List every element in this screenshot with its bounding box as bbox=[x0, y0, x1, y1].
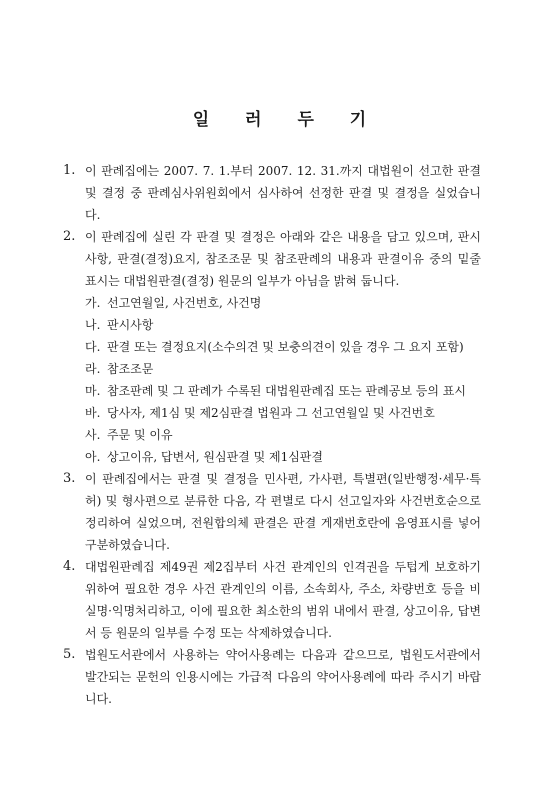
sub-text: 상고이유, 답변서, 원심판결 및 제1심판결 bbox=[107, 450, 323, 464]
sub-mark: 가. bbox=[85, 296, 101, 310]
item-number: 3. bbox=[63, 471, 76, 486]
item-text: 이 판례집에 실린 각 판결 및 결정은 아래와 같은 내용을 담고 있으며, 판시사항, 판결(결정)요지, 참조조문 및 참조판례의 내용과 판결이유 중의 밑줄 표시는 대법원판결(결정) 원문의 일부가 아님을 밝혀 둡니다. bbox=[85, 230, 481, 288]
sub-mark: 바. bbox=[85, 406, 101, 420]
sub-item-a bbox=[85, 446, 481, 468]
sub-mark: 아. bbox=[85, 450, 101, 464]
note-item-1 bbox=[63, 160, 481, 226]
notes-list bbox=[63, 160, 481, 710]
item-text: 이 판례집에는 2007. 7. 1.부터 2007. 12. 31.까지 대법원이 선고한 판결 및 결정 중 판례심사위원회에서 심사하여 선정한 판결 및 결정을 실었습니다. bbox=[85, 164, 481, 222]
item-text: 대법원판례집 제49권 제2집부터 사건 관계인의 인격권을 두텁게 보호하기 위하여 필요한 경우 사건 관계인의 이름, 소속회사, 주소, 차량번호 등을 비실명·익명처리하고, 이에 필요한 최소한의 범위 내에서 판결, 상고이유, 답변서 등 원문의 일부를 수정 또는 삭제하였습니다. bbox=[85, 560, 481, 640]
item-text: 법원도서관에서 사용하는 약어사용례는 다음과 같으므로, 법원도서관에서 발간되는 문헌의 인용시에는 가급적 다음의 약어사용례에 따라 주시기 바랍니다. bbox=[85, 648, 481, 706]
sub-mark: 마. bbox=[85, 384, 101, 398]
sub-text: 판결 또는 결정요지(소수의견 및 보충의견이 있을 경우 그 요지 포함) bbox=[107, 340, 464, 354]
note-item-2 bbox=[63, 226, 481, 468]
page-title: 일 러 두 기 bbox=[192, 110, 382, 130]
sub-item-sa bbox=[85, 424, 481, 446]
note-item-5 bbox=[63, 644, 481, 710]
item-text: 이 판례집에서는 판결 및 결정을 민사편, 가사편, 특별편(일반행정·세무·특허) 및 형사편으로 분류한 다음, 각 편별로 다시 선고일자와 사건번호순으로 정리하여 실었으며, 전원합의체 판결은 판결 게재번호란에 음영표시를 넣어 구분하였습니다. bbox=[85, 472, 481, 552]
sub-mark: 사. bbox=[85, 428, 101, 442]
item-number: 5. bbox=[63, 647, 76, 662]
sub-item-da bbox=[85, 336, 481, 358]
sub-mark: 라. bbox=[85, 362, 101, 376]
item-number: 1. bbox=[63, 163, 76, 178]
sub-item-ma bbox=[85, 380, 481, 402]
sub-text: 당사자, 제1심 및 제2심판결 법원과 그 선고연월일 및 사건번호 bbox=[107, 406, 435, 420]
note-item-3 bbox=[63, 468, 481, 556]
sub-text: 주문 및 이유 bbox=[107, 428, 173, 442]
sub-text: 참조조문 bbox=[107, 362, 154, 376]
sub-list bbox=[85, 292, 481, 468]
sub-item-ba bbox=[85, 402, 481, 424]
sub-text: 판시사항 bbox=[107, 318, 154, 332]
sub-mark: 다. bbox=[85, 340, 101, 354]
note-item-4 bbox=[63, 556, 481, 644]
sub-item-na bbox=[85, 314, 481, 336]
item-number: 2. bbox=[63, 229, 76, 244]
item-number: 4. bbox=[63, 559, 76, 574]
sub-item-ra bbox=[85, 358, 481, 380]
sub-mark: 나. bbox=[85, 318, 101, 332]
sub-text: 참조판례 및 그 판례가 수록된 대법원판례집 또는 판례공보 등의 표시 bbox=[107, 384, 466, 398]
sub-item-ga bbox=[85, 292, 481, 314]
sub-text: 선고연월일, 사건번호, 사건명 bbox=[107, 296, 262, 310]
